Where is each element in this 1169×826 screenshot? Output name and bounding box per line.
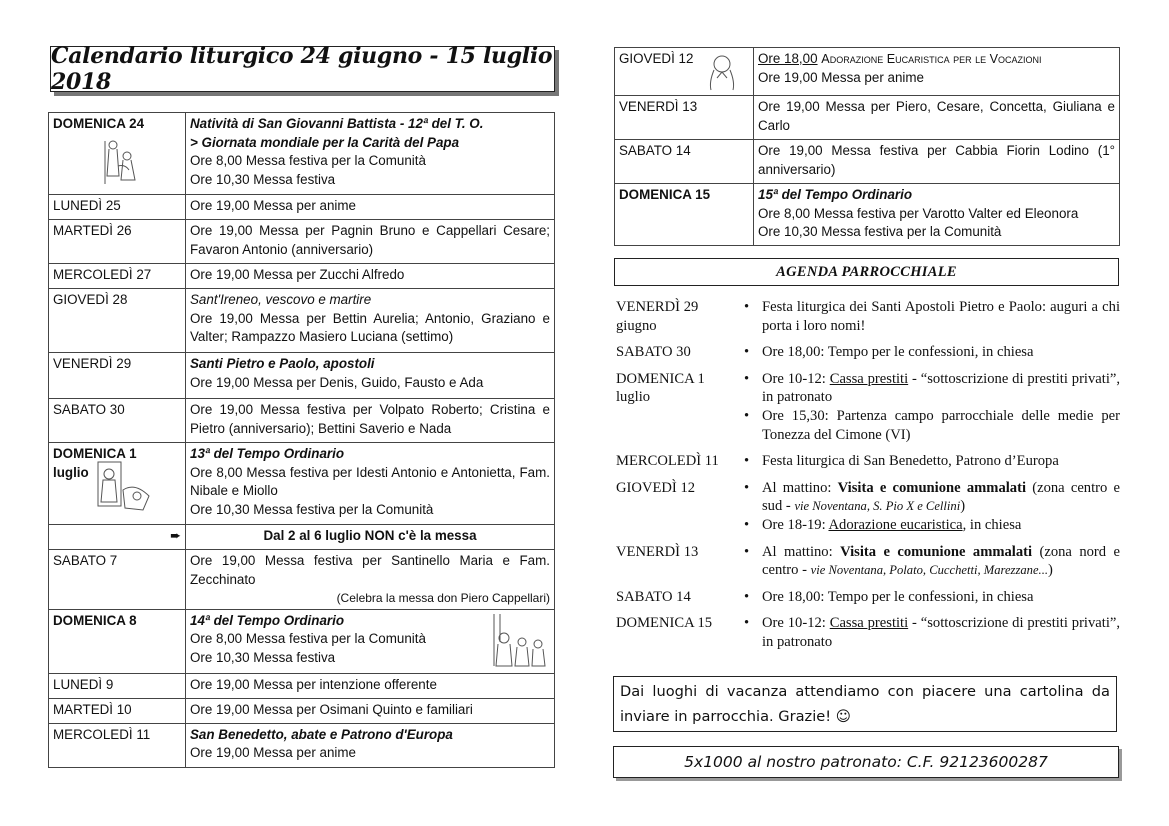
table-row <box>49 673 555 698</box>
mass-line: Ore 19,00 Messa per Osimani Quinto e familiari <box>186 698 555 723</box>
table-row <box>49 289 555 353</box>
mass-line: Ore 19,00 Messa per anime <box>758 69 924 85</box>
mass-line: Ore 19,00 Messa per Pagnin Bruno e Cappellari Cesare; Favaron Antonio (anniversario) <box>186 220 555 264</box>
table-row <box>49 220 555 264</box>
feast-title: 14ª del Tempo Ordinario <box>190 612 345 628</box>
agenda-entry: • Ore 15,30: Partenza campo parrocchiale delle medie per Tonezza del Cimone (VI) <box>740 407 1120 444</box>
agenda-day: SABATO 14 <box>616 588 691 605</box>
mass-line: Ore 8,00 Messa festiva per Varotto Valter ed Eleonora <box>758 205 1079 221</box>
table-row <box>49 609 555 673</box>
day-label: DOMENICA 24 <box>53 116 145 131</box>
table-row <box>49 113 555 195</box>
mass-line: Ore 19,00 Messa per anime <box>186 195 555 220</box>
day-label: SABATO 14 <box>615 140 754 184</box>
event-time: Ore 18,00 <box>758 51 818 66</box>
day-label: DOMENICA 1 <box>53 446 137 461</box>
mass-line: Ore 19,00 Messa per Bettin Aurelia; Antonio, Graziano e Valter; Rampazzo Masiero Luciana (settimo) <box>190 310 550 344</box>
table-row <box>49 550 555 610</box>
table-row <box>49 723 555 767</box>
feast-subtitle: > Giornata mondiale per la Carità del Papa <box>190 134 460 150</box>
day-label: MARTEDÌ 26 <box>49 220 186 264</box>
mass-line: Ore 10,30 Messa festiva per la Comunità <box>190 501 434 517</box>
mass-line: Ore 10,30 Messa festiva per la Comunità <box>758 224 1002 239</box>
agenda-item <box>616 343 1120 362</box>
agenda-entry: • Al mattino: Visita e comunione ammalati (zona centro e sud - vie Noventana, S. Pio X e Cellini) <box>740 479 1120 516</box>
disciples-illustration-icon <box>490 612 550 668</box>
table-row <box>49 353 555 399</box>
arrow-right-icon: ➨ <box>170 529 181 544</box>
day-label: DOMENICA 8 <box>49 609 186 673</box>
agenda-entry: • Festa liturgica di San Benedetto, Patrono d’Europa <box>740 452 1120 471</box>
agenda-day: VENERDÌ 29 <box>616 299 699 315</box>
agenda-day: DOMENICA 15 <box>616 615 713 632</box>
agenda-day: SABATO 30 <box>616 344 691 361</box>
mass-line: Ore 19,00 Messa per anime <box>190 745 356 760</box>
day-label: GIOVEDÌ 28 <box>49 289 186 353</box>
table-row <box>615 140 1120 184</box>
page-title-box <box>50 43 555 95</box>
day-label: LUNEDÌ 25 <box>49 195 186 220</box>
agenda-entry: • Ore 18,00: Tempo per le confessioni, in chiesa <box>740 343 1120 362</box>
day-label: SABATO 30 <box>49 399 186 443</box>
agenda-day: VENERDÌ 13 <box>616 543 699 560</box>
agenda-item <box>616 298 1120 335</box>
feast-title: Santi Pietro e Paolo, apostoli <box>190 356 375 371</box>
celebrant-note: (Celebra la messa don Piero Cappellari) <box>336 591 550 605</box>
mass-line: Ore 10,30 Messa festiva <box>190 649 336 665</box>
day-label: VENERDÌ 29 <box>49 353 186 399</box>
table-row <box>615 48 1120 96</box>
agenda-entry: • Al mattino: Visita e comunione ammalati (zona nord e centro - vie Noventana, Polato, Cucchetti, Marezzane...) <box>740 543 1120 580</box>
day-label: VENERDÌ 13 <box>615 96 754 140</box>
table-row <box>49 443 555 525</box>
agenda-item <box>616 588 1120 607</box>
agenda-entry: • Ore 18-19: Adorazione eucaristica, in chiesa <box>740 516 1120 535</box>
mass-line: Ore 19,00 Messa per intenzione offerente <box>186 673 555 698</box>
agenda-entry: • Festa liturgica dei Santi Apostoli Pietro e Paolo: auguri a chi porta i loro nomi! <box>740 298 1120 335</box>
postcard-note: Dai luoghi di vacanza attendiamo con piacere una cartolina da inviare in parrocchia. Grazie! ☺ <box>613 676 1117 732</box>
table-row <box>49 399 555 443</box>
mass-line: Ore 19,00 Messa festiva per Santinello Maria e Fam. Zecchinato <box>190 553 550 587</box>
agenda-item <box>616 479 1120 535</box>
agenda-entry: • Ore 10-12: Cassa prestiti - “sottoscrizione di prestiti privati”, in patronato <box>740 614 1120 651</box>
tax-code-banner <box>613 746 1119 778</box>
table-row <box>49 264 555 289</box>
calendar-table-left <box>48 112 555 768</box>
agenda-day-month: luglio <box>616 389 651 406</box>
mass-line: Ore 19,00 Messa per Denis, Guido, Fausto e Ada <box>190 374 484 390</box>
table-row <box>615 96 1120 140</box>
day-label: MARTEDÌ 10 <box>49 698 186 723</box>
table-row <box>49 698 555 723</box>
day-label: LUNEDÌ 9 <box>49 673 186 698</box>
feast-title: Natività di San Giovanni Battista - 12ª del T. O. <box>190 116 484 131</box>
cassa-prestiti-text: Cassa prestiti <box>829 370 909 387</box>
praying-illustration-icon <box>705 52 739 92</box>
agenda-entry: • Ore 10-12: Cassa prestiti - “sottoscrizione di prestiti privati”, in patronato <box>740 370 1120 407</box>
table-row <box>615 184 1120 246</box>
event-title: Adorazione Eucaristica per le Vocazioni <box>821 52 1042 66</box>
day-label: DOMENICA 15 <box>615 184 754 246</box>
agenda-day-month: giugno <box>616 317 657 334</box>
agenda-day: MERCOLEDÌ 11 <box>616 453 719 470</box>
mass-line: Ore 8,00 Messa festiva per la Comunità <box>190 153 426 168</box>
mass-line: Ore 19,00 Messa festiva per Volpato Roberto; Cristina e Pietro (anniversario); Bettini Saverio e Nada <box>186 399 555 443</box>
day-label: SABATO 7 <box>49 550 186 610</box>
table-row <box>49 195 555 220</box>
page-title: Calendario liturgico 24 giugno - 15 luglio 2018 <box>51 43 553 95</box>
agenda-item <box>616 543 1120 580</box>
agenda-day: GIOVEDÌ 12 <box>616 479 696 496</box>
agenda-item <box>616 370 1120 444</box>
mass-line: Ore 19,00 Messa per Zucchi Alfredo <box>186 264 555 289</box>
agenda-list <box>616 298 1120 660</box>
mass-line: Ore 8,00 Messa festiva per Idesti Antonio e Antonietta, Fam. Nibale e Miollo <box>190 464 550 498</box>
table-row <box>49 525 555 550</box>
agenda-entry: • Ore 18,00: Tempo per le confessioni, in chiesa <box>740 588 1120 607</box>
day-label: MERCOLEDÌ 11 <box>49 723 186 767</box>
day-label-month: luglio <box>53 464 89 480</box>
day-label: GIOVEDÌ 12 <box>619 51 694 66</box>
feast-title: 15ª del Tempo Ordinario <box>758 187 913 202</box>
day-label: MERCOLEDÌ 27 <box>49 264 186 289</box>
agenda-item <box>616 614 1120 651</box>
mass-line: Ore 19,00 Messa festiva per Cabbia Fiorin Lodino (1° anniversario) <box>754 140 1120 184</box>
calendar-table-right <box>614 47 1120 246</box>
tax-code-text: 5x1000 al nostro patronato: C.F. 92123600287 <box>684 753 1048 771</box>
nativity-illustration-icon <box>103 136 139 186</box>
agenda-item <box>616 452 1120 471</box>
mass-line: Ore 8,00 Messa festiva per la Comunità <box>190 631 426 646</box>
mass-line: Ore 10,30 Messa festiva <box>190 171 336 187</box>
feast-title: Sant'Ireneo, vescovo e martire <box>190 292 372 307</box>
mass-line: Ore 19,00 Messa per Piero, Cesare, Concetta, Giuliana e Carlo <box>754 96 1120 140</box>
agenda-day: DOMENICA 1 <box>616 370 705 387</box>
gospel-illustration-icon <box>93 456 153 514</box>
notice-text: Dal 2 al 6 luglio NON c'è la messa <box>186 525 555 550</box>
feast-title: San Benedetto, abate e Patrono d'Europa <box>190 726 453 742</box>
feast-title: 13ª del Tempo Ordinario <box>190 446 345 461</box>
agenda-heading: AGENDA PARROCCHIALE <box>614 258 1119 286</box>
